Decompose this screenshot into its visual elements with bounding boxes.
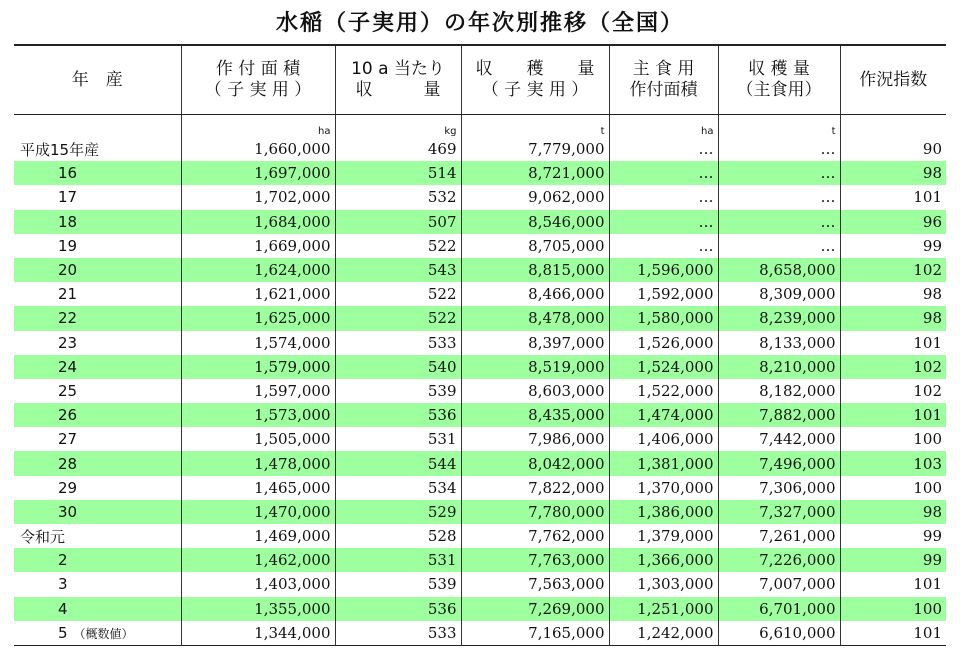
table-row	[14, 572, 946, 596]
harvest-cell: 7,763,000	[461, 548, 609, 572]
area-cell: 1,344,000	[181, 621, 335, 646]
table-row	[14, 524, 946, 548]
header-staple-area: 主 食 用 作付面積	[609, 45, 718, 115]
year-cell: 平成15年産	[20, 140, 100, 159]
data-table	[14, 44, 946, 646]
harvest-cell: 8,705,000	[461, 234, 609, 258]
staple-harvest-cell: 8,239,000	[718, 306, 840, 330]
crop-index-cell: 99	[840, 548, 946, 572]
year-cell: 26	[14, 403, 181, 427]
crop-index-cell: 90	[840, 137, 946, 161]
year-cell: 21	[58, 285, 78, 304]
year-cell: 28	[14, 451, 181, 475]
table-row	[14, 403, 946, 427]
yield-cell: 528	[335, 524, 461, 548]
crop-index-cell: 102	[840, 379, 946, 403]
area-cell: 1,597,000	[181, 379, 335, 403]
year-cell: 令和元	[20, 527, 66, 546]
staple-harvest-cell: …	[718, 185, 840, 209]
yield-cell: 536	[335, 403, 461, 427]
year-cell: 27	[58, 430, 78, 449]
harvest-cell: 7,779,000	[461, 137, 609, 161]
yield-cell: 544	[335, 451, 461, 475]
yield-cell: 531	[335, 548, 461, 572]
crop-index-cell: 103	[840, 451, 946, 475]
staple-area-cell: 1,303,000	[609, 572, 718, 596]
table-row	[14, 185, 946, 209]
staple-area-cell: …	[609, 210, 718, 234]
yield-cell: 522	[335, 282, 461, 306]
crop-index-cell: 99	[840, 234, 946, 258]
harvest-cell: 7,563,000	[461, 572, 609, 596]
table-row	[14, 282, 946, 306]
staple-harvest-cell: …	[718, 210, 840, 234]
area-cell: 1,573,000	[181, 403, 335, 427]
staple-area-cell: 1,526,000	[609, 331, 718, 355]
table-row	[14, 597, 946, 621]
area-cell: 1,624,000	[181, 258, 335, 282]
staple-harvest-cell: 8,182,000	[718, 379, 840, 403]
staple-area-cell: 1,386,000	[609, 500, 718, 524]
yield-cell: 507	[335, 210, 461, 234]
table-row	[14, 500, 946, 524]
staple-area-cell: 1,524,000	[609, 355, 718, 379]
unit-cell: ha	[181, 115, 335, 138]
yield-cell: 514	[335, 161, 461, 185]
harvest-cell: 7,762,000	[461, 524, 609, 548]
crop-index-cell: 100	[840, 427, 946, 451]
table-row	[14, 548, 946, 572]
yield-cell: 469	[335, 137, 461, 161]
staple-harvest-cell: …	[718, 137, 840, 161]
year-cell: 22	[14, 306, 181, 330]
yield-cell: 522	[335, 234, 461, 258]
area-cell: 1,505,000	[181, 427, 335, 451]
harvest-cell: 9,062,000	[461, 185, 609, 209]
area-cell: 1,579,000	[181, 355, 335, 379]
header-harvest: 収 穫 量 （ 子 実 用 ）	[461, 45, 609, 115]
crop-index-cell: 100	[840, 597, 946, 621]
harvest-cell: 7,165,000	[461, 621, 609, 646]
harvest-cell: 7,822,000	[461, 476, 609, 500]
crop-index-cell: 101	[840, 621, 946, 646]
yield-cell: 522	[335, 306, 461, 330]
year-cell: 19	[58, 236, 78, 255]
crop-index-cell: 101	[840, 185, 946, 209]
header-yield-per-10a: 10 a 当たり 収 量	[335, 45, 461, 115]
area-cell: 1,470,000	[181, 500, 335, 524]
staple-harvest-cell: 7,442,000	[718, 427, 840, 451]
staple-harvest-cell: 7,882,000	[718, 403, 840, 427]
unit-row	[14, 115, 946, 138]
unit-cell: kg	[335, 115, 461, 138]
table-row	[14, 379, 946, 403]
table-row	[14, 258, 946, 282]
table-row	[14, 621, 946, 646]
table-row	[14, 137, 946, 161]
table-row	[14, 427, 946, 451]
harvest-cell: 8,721,000	[461, 161, 609, 185]
staple-area-cell: 1,366,000	[609, 548, 718, 572]
staple-harvest-cell: 7,496,000	[718, 451, 840, 475]
table-row	[14, 331, 946, 355]
area-cell: 1,465,000	[181, 476, 335, 500]
year-cell: 2	[14, 548, 181, 572]
yield-cell: 529	[335, 500, 461, 524]
staple-harvest-cell: 7,306,000	[718, 476, 840, 500]
yield-cell: 533	[335, 331, 461, 355]
staple-harvest-cell: 8,133,000	[718, 331, 840, 355]
staple-area-cell: …	[609, 234, 718, 258]
table-row	[14, 476, 946, 500]
area-cell: 1,625,000	[181, 306, 335, 330]
harvest-cell: 8,042,000	[461, 451, 609, 475]
crop-index-cell: 98	[840, 306, 946, 330]
year-cell: 5 （概数値）	[14, 621, 181, 646]
staple-area-cell: 1,522,000	[609, 379, 718, 403]
area-cell: 1,462,000	[181, 548, 335, 572]
staple-harvest-cell: 7,007,000	[718, 572, 840, 596]
header-crop-index: 作況指数	[840, 45, 946, 115]
yield-cell: 531	[335, 427, 461, 451]
harvest-cell: 8,519,000	[461, 355, 609, 379]
year-cell: 20	[14, 258, 181, 282]
crop-index-cell: 101	[840, 572, 946, 596]
staple-harvest-cell: 8,210,000	[718, 355, 840, 379]
staple-harvest-cell: 8,309,000	[718, 282, 840, 306]
area-cell: 1,702,000	[181, 185, 335, 209]
crop-index-cell: 98	[840, 161, 946, 185]
area-cell: 1,469,000	[181, 524, 335, 548]
year-cell: 25	[58, 381, 78, 400]
area-cell: 1,355,000	[181, 597, 335, 621]
crop-index-cell: 102	[840, 258, 946, 282]
yield-cell: 539	[335, 379, 461, 403]
year-cell: 23	[58, 333, 78, 352]
area-cell: 1,403,000	[181, 572, 335, 596]
header-planted-area: 作 付 面 積 （ 子 実 用 ）	[181, 45, 335, 115]
year-cell: 3	[58, 575, 68, 594]
staple-area-cell: 1,370,000	[609, 476, 718, 500]
unit-cell: t	[718, 115, 840, 138]
yield-cell: 540	[335, 355, 461, 379]
staple-harvest-cell: 7,261,000	[718, 524, 840, 548]
year-cell: 30	[14, 500, 181, 524]
harvest-cell: 7,269,000	[461, 597, 609, 621]
staple-area-cell: 1,474,000	[609, 403, 718, 427]
crop-index-cell: 102	[840, 355, 946, 379]
header-row	[14, 45, 946, 115]
unit-cell	[840, 115, 946, 138]
year-cell: 24	[14, 355, 181, 379]
staple-area-cell: 1,592,000	[609, 282, 718, 306]
crop-index-cell: 99	[840, 524, 946, 548]
year-cell: 29	[58, 478, 78, 497]
unit-cell: t	[461, 115, 609, 138]
year-cell: 16	[14, 161, 181, 185]
crop-index-cell: 101	[840, 403, 946, 427]
table-row	[14, 210, 946, 234]
table-row	[14, 234, 946, 258]
harvest-cell: 8,546,000	[461, 210, 609, 234]
header-year: 年 産	[14, 45, 181, 115]
staple-area-cell: 1,242,000	[609, 621, 718, 646]
crop-index-cell: 100	[840, 476, 946, 500]
harvest-cell: 7,780,000	[461, 500, 609, 524]
page-title: 水稲（子実用）の年次別推移（全国）	[275, 11, 684, 36]
yield-cell: 534	[335, 476, 461, 500]
staple-area-cell: …	[609, 137, 718, 161]
area-cell: 1,478,000	[181, 451, 335, 475]
staple-harvest-cell: 7,226,000	[718, 548, 840, 572]
staple-harvest-cell: …	[718, 234, 840, 258]
harvest-cell: 8,815,000	[461, 258, 609, 282]
year-cell: 17	[58, 188, 78, 207]
yield-cell: 543	[335, 258, 461, 282]
yield-cell: 533	[335, 621, 461, 646]
staple-area-cell: 1,580,000	[609, 306, 718, 330]
harvest-cell: 8,603,000	[461, 379, 609, 403]
staple-area-cell: …	[609, 185, 718, 209]
crop-index-cell: 98	[840, 282, 946, 306]
area-cell: 1,697,000	[181, 161, 335, 185]
table-row	[14, 161, 946, 185]
staple-area-cell: 1,596,000	[609, 258, 718, 282]
yield-cell: 539	[335, 572, 461, 596]
area-cell: 1,660,000	[181, 137, 335, 161]
staple-harvest-cell: 7,327,000	[718, 500, 840, 524]
harvest-cell: 8,397,000	[461, 331, 609, 355]
staple-harvest-cell: 8,658,000	[718, 258, 840, 282]
crop-index-cell: 96	[840, 210, 946, 234]
staple-harvest-cell: 6,701,000	[718, 597, 840, 621]
staple-harvest-cell: 6,610,000	[718, 621, 840, 646]
table-row	[14, 451, 946, 475]
staple-area-cell: 1,379,000	[609, 524, 718, 548]
year-cell: 18	[14, 210, 181, 234]
harvest-cell: 8,478,000	[461, 306, 609, 330]
staple-harvest-cell: …	[718, 161, 840, 185]
crop-index-cell: 98	[840, 500, 946, 524]
table-row	[14, 355, 946, 379]
table-row	[14, 306, 946, 330]
crop-index-cell: 101	[840, 331, 946, 355]
preliminary-note: （概数値）	[73, 626, 134, 641]
staple-area-cell: 1,381,000	[609, 451, 718, 475]
harvest-cell: 8,466,000	[461, 282, 609, 306]
area-cell: 1,669,000	[181, 234, 335, 258]
area-cell: 1,684,000	[181, 210, 335, 234]
year-cell: 4	[14, 597, 181, 621]
area-cell: 1,621,000	[181, 282, 335, 306]
header-staple-harvest: 収 穫 量 （主食用）	[718, 45, 840, 115]
area-cell: 1,574,000	[181, 331, 335, 355]
staple-area-cell: …	[609, 161, 718, 185]
yield-cell: 532	[335, 185, 461, 209]
yield-cell: 536	[335, 597, 461, 621]
unit-cell: ha	[609, 115, 718, 138]
harvest-cell: 8,435,000	[461, 403, 609, 427]
harvest-cell: 7,986,000	[461, 427, 609, 451]
staple-area-cell: 1,251,000	[609, 597, 718, 621]
unit-cell	[14, 115, 181, 138]
staple-area-cell: 1,406,000	[609, 427, 718, 451]
